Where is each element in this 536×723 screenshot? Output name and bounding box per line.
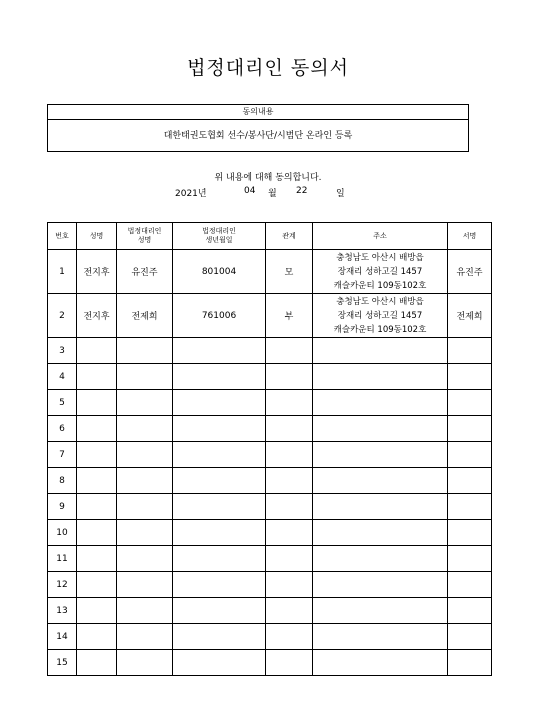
cell-relation: [266, 572, 313, 598]
cell-name: [77, 468, 117, 494]
cell-relation: [266, 468, 313, 494]
cell-no: 12: [48, 572, 77, 598]
date-month-unit: 월: [268, 189, 277, 199]
cell-no: 11: [48, 546, 77, 572]
cell-signature: [448, 546, 492, 572]
cell-address: [313, 468, 448, 494]
header-guardian-birth: [173, 223, 266, 250]
table-row: [48, 442, 492, 468]
cell-address: [313, 520, 448, 546]
cell-address: [313, 416, 448, 442]
cell-address: [313, 650, 448, 676]
cell-relation: [266, 624, 313, 650]
address-line: 충청남도 아산시 배방읍: [336, 252, 424, 263]
cell-relation: [266, 416, 313, 442]
cell-birth: [173, 494, 266, 520]
cell-no: 9: [48, 494, 77, 520]
cell-no: 5: [48, 390, 77, 416]
cell-signature: 전제희: [448, 294, 492, 338]
header-guardian-line1: 법정대리인: [127, 227, 162, 235]
cell-name: [77, 338, 117, 364]
consent-box: [47, 104, 469, 152]
cell-signature: [448, 364, 492, 390]
cell-birth: [173, 546, 266, 572]
cell-birth: 761006: [173, 294, 266, 338]
cell-address: [313, 338, 448, 364]
cell-birth: [173, 338, 266, 364]
date-day: 22: [296, 186, 308, 196]
cell-guardian: [117, 572, 173, 598]
cell-address: [313, 294, 448, 338]
cell-signature: [448, 442, 492, 468]
cell-birth: [173, 572, 266, 598]
cell-signature: [448, 624, 492, 650]
cell-guardian: [117, 338, 173, 364]
cell-signature: [448, 468, 492, 494]
address-line: 캐슬카운티 109동102호: [333, 280, 427, 291]
cell-address: [313, 546, 448, 572]
cell-signature: [448, 390, 492, 416]
table-row: [48, 390, 492, 416]
cell-guardian: [117, 468, 173, 494]
cell-no: 8: [48, 468, 77, 494]
cell-address: [313, 250, 448, 294]
cell-signature: [448, 494, 492, 520]
table-row: [48, 338, 492, 364]
cell-relation: [266, 598, 313, 624]
header-address: 주소: [313, 223, 448, 250]
cell-address: [313, 598, 448, 624]
cell-no: 15: [48, 650, 77, 676]
cell-name: [77, 624, 117, 650]
agreement-statement: 위 내용에 대해 동의합니다.: [214, 173, 322, 183]
consent-header: 동의내용: [48, 105, 468, 120]
cell-relation: [266, 546, 313, 572]
cell-birth: [173, 598, 266, 624]
cell-guardian: [117, 390, 173, 416]
cell-relation: [266, 442, 313, 468]
table-row: [48, 416, 492, 442]
cell-guardian: [117, 520, 173, 546]
table-row: [48, 250, 492, 294]
address-line: 장재리 성하고길 1457: [337, 266, 423, 277]
table-row: [48, 468, 492, 494]
cell-name: [77, 416, 117, 442]
cell-signature: [448, 416, 492, 442]
cell-name: 전지후: [77, 250, 117, 294]
table-row: [48, 572, 492, 598]
address-line: 충청남도 아산시 배방읍: [336, 296, 424, 307]
header-birth-line2: 생년월일: [205, 236, 233, 244]
cell-relation: [266, 650, 313, 676]
cell-relation: [266, 520, 313, 546]
cell-guardian: 유진주: [117, 250, 173, 294]
header-guardian-name: [117, 223, 173, 250]
cell-no: 2: [48, 294, 77, 338]
cell-name: [77, 442, 117, 468]
cell-address: [313, 442, 448, 468]
cell-address: [313, 624, 448, 650]
cell-signature: [448, 650, 492, 676]
cell-guardian: [117, 416, 173, 442]
cell-birth: [173, 390, 266, 416]
cell-signature: [448, 572, 492, 598]
cell-name: [77, 598, 117, 624]
cell-name: [77, 494, 117, 520]
header-number: 번호: [48, 223, 77, 250]
cell-birth: [173, 416, 266, 442]
table-header-row: [48, 223, 492, 250]
cell-no: 13: [48, 598, 77, 624]
table-row: [48, 364, 492, 390]
cell-name: [77, 390, 117, 416]
cell-signature: [448, 520, 492, 546]
cell-relation: 부: [266, 294, 313, 338]
cell-guardian: 전제희: [117, 294, 173, 338]
cell-address: [313, 494, 448, 520]
cell-guardian: [117, 598, 173, 624]
cell-no: 7: [48, 442, 77, 468]
cell-name: [77, 650, 117, 676]
date-month: 04: [244, 186, 256, 196]
date-day-unit: 일: [336, 189, 345, 199]
table-row: [48, 598, 492, 624]
cell-signature: [448, 598, 492, 624]
cell-name: [77, 520, 117, 546]
cell-birth: [173, 650, 266, 676]
cell-birth: 801004: [173, 250, 266, 294]
cell-birth: [173, 364, 266, 390]
cell-no: 10: [48, 520, 77, 546]
cell-no: 6: [48, 416, 77, 442]
cell-birth: [173, 624, 266, 650]
address-line: 장재리 성하고길 1457: [337, 310, 423, 321]
table-row: [48, 520, 492, 546]
cell-birth: [173, 468, 266, 494]
date-year: 2021년: [175, 189, 207, 199]
consent-table: [47, 222, 492, 676]
header-signature: 서명: [448, 223, 492, 250]
header-name: 성명: [77, 223, 117, 250]
table-row: [48, 294, 492, 338]
document-title: 법정대리인 동의서: [187, 57, 349, 79]
cell-guardian: [117, 624, 173, 650]
header-relation: 관계: [266, 223, 313, 250]
cell-guardian: [117, 364, 173, 390]
cell-signature: [448, 338, 492, 364]
header-guardian-line2: 성명: [137, 236, 152, 244]
cell-address: [313, 572, 448, 598]
cell-guardian: [117, 442, 173, 468]
cell-name: [77, 572, 117, 598]
table-row: [48, 624, 492, 650]
cell-relation: [266, 364, 313, 390]
cell-relation: [266, 338, 313, 364]
cell-relation: 모: [266, 250, 313, 294]
cell-birth: [173, 520, 266, 546]
header-birth-line1: 법정대리인: [202, 227, 236, 235]
table-row: [48, 650, 492, 676]
cell-signature: 유진주: [448, 250, 492, 294]
cell-no: 1: [48, 250, 77, 294]
cell-guardian: [117, 546, 173, 572]
cell-address: [313, 390, 448, 416]
cell-address: [313, 364, 448, 390]
cell-name: [77, 546, 117, 572]
cell-no: 4: [48, 364, 77, 390]
cell-birth: [173, 442, 266, 468]
cell-relation: [266, 494, 313, 520]
cell-no: 14: [48, 624, 77, 650]
table-body: [48, 250, 492, 676]
consent-content: 대한태권도협회 선수/봉사단/시범단 온라인 등록: [163, 131, 353, 141]
cell-guardian: [117, 494, 173, 520]
cell-name: [77, 364, 117, 390]
cell-guardian: [117, 650, 173, 676]
table-row: [48, 494, 492, 520]
cell-name: 전지후: [77, 294, 117, 338]
cell-no: 3: [48, 338, 77, 364]
address-line: 캐슬카운티 109동102호: [333, 324, 427, 335]
cell-relation: [266, 390, 313, 416]
table-row: [48, 546, 492, 572]
